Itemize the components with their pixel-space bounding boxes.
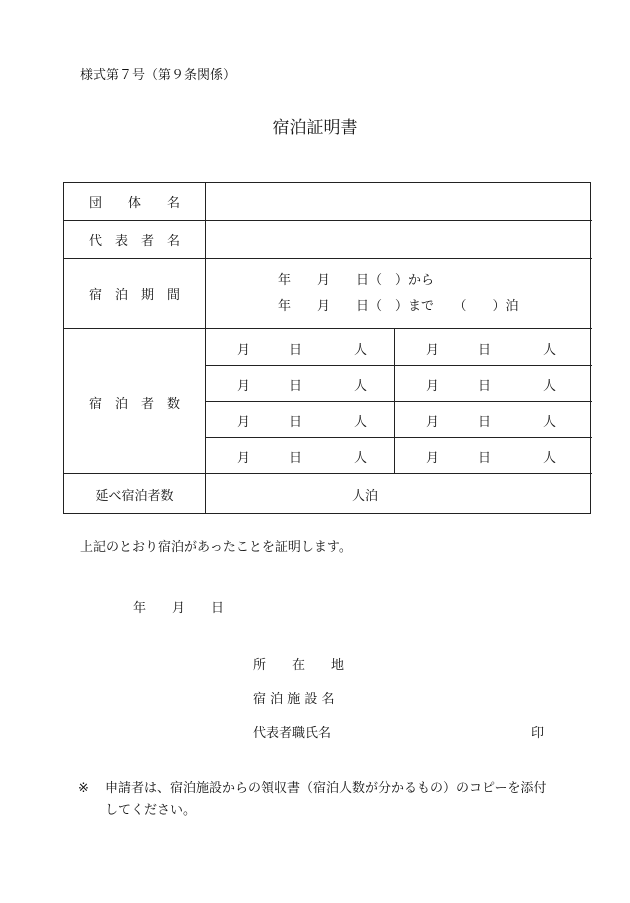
guests-label: 宿 泊 者 数 — [88, 397, 180, 412]
period-to[interactable]: 年 月 日（ ）まで （ ）泊 — [278, 299, 519, 314]
row-divider — [64, 473, 592, 474]
total-guests-value[interactable]: 人泊 — [352, 489, 379, 504]
guest-cell[interactable]: 月 日 人 — [426, 451, 557, 466]
group-name-label: 団 体 名 — [88, 196, 180, 211]
row-divider — [64, 258, 592, 259]
facility-address-label: 所 在 地 — [253, 658, 345, 673]
representative-label: 代 表 者 名 — [88, 234, 180, 249]
guest-cell[interactable]: 月 日 人 — [237, 343, 368, 358]
facility-name-label: 宿 泊 施 設 名 — [253, 692, 335, 707]
note-text: 申請者は、宿泊施設からの領収書（宿泊人数が分かるもの）のコピーを添付してください。 — [105, 781, 547, 818]
guest-cell[interactable]: 月 日 人 — [237, 415, 368, 430]
row-divider — [64, 328, 592, 329]
date-line[interactable]: 年 月 日 — [133, 601, 225, 616]
stay-period-label: 宿 泊 期 間 — [88, 288, 180, 303]
facility-rep-label: 代表者職氏名 — [253, 726, 332, 741]
representative-field[interactable] — [206, 221, 591, 258]
form-number: 様式第７号（第９条関係） — [80, 68, 237, 83]
row-divider — [205, 365, 592, 366]
certification-statement: 上記のとおり宿泊があったことを証明します。 — [80, 540, 352, 555]
document-title: 宿泊証明書 — [272, 118, 358, 138]
row-divider — [205, 437, 592, 438]
guest-cell[interactable]: 月 日 人 — [237, 379, 368, 394]
period-from[interactable]: 年 月 日（ ）から — [278, 273, 435, 288]
row-divider — [205, 401, 592, 402]
guest-cell[interactable]: 月 日 人 — [237, 451, 368, 466]
guest-cell[interactable]: 月 日 人 — [426, 343, 557, 358]
total-guests-label: 延べ宿泊者数 — [95, 489, 174, 504]
seal-mark: 印 — [531, 726, 545, 741]
guest-cell[interactable]: 月 日 人 — [426, 379, 557, 394]
group-name-field[interactable] — [206, 184, 591, 220]
column-divider — [394, 328, 395, 473]
guest-cell[interactable]: 月 日 人 — [426, 415, 557, 430]
certificate-table — [63, 182, 591, 514]
note-mark: ※ — [78, 781, 89, 796]
